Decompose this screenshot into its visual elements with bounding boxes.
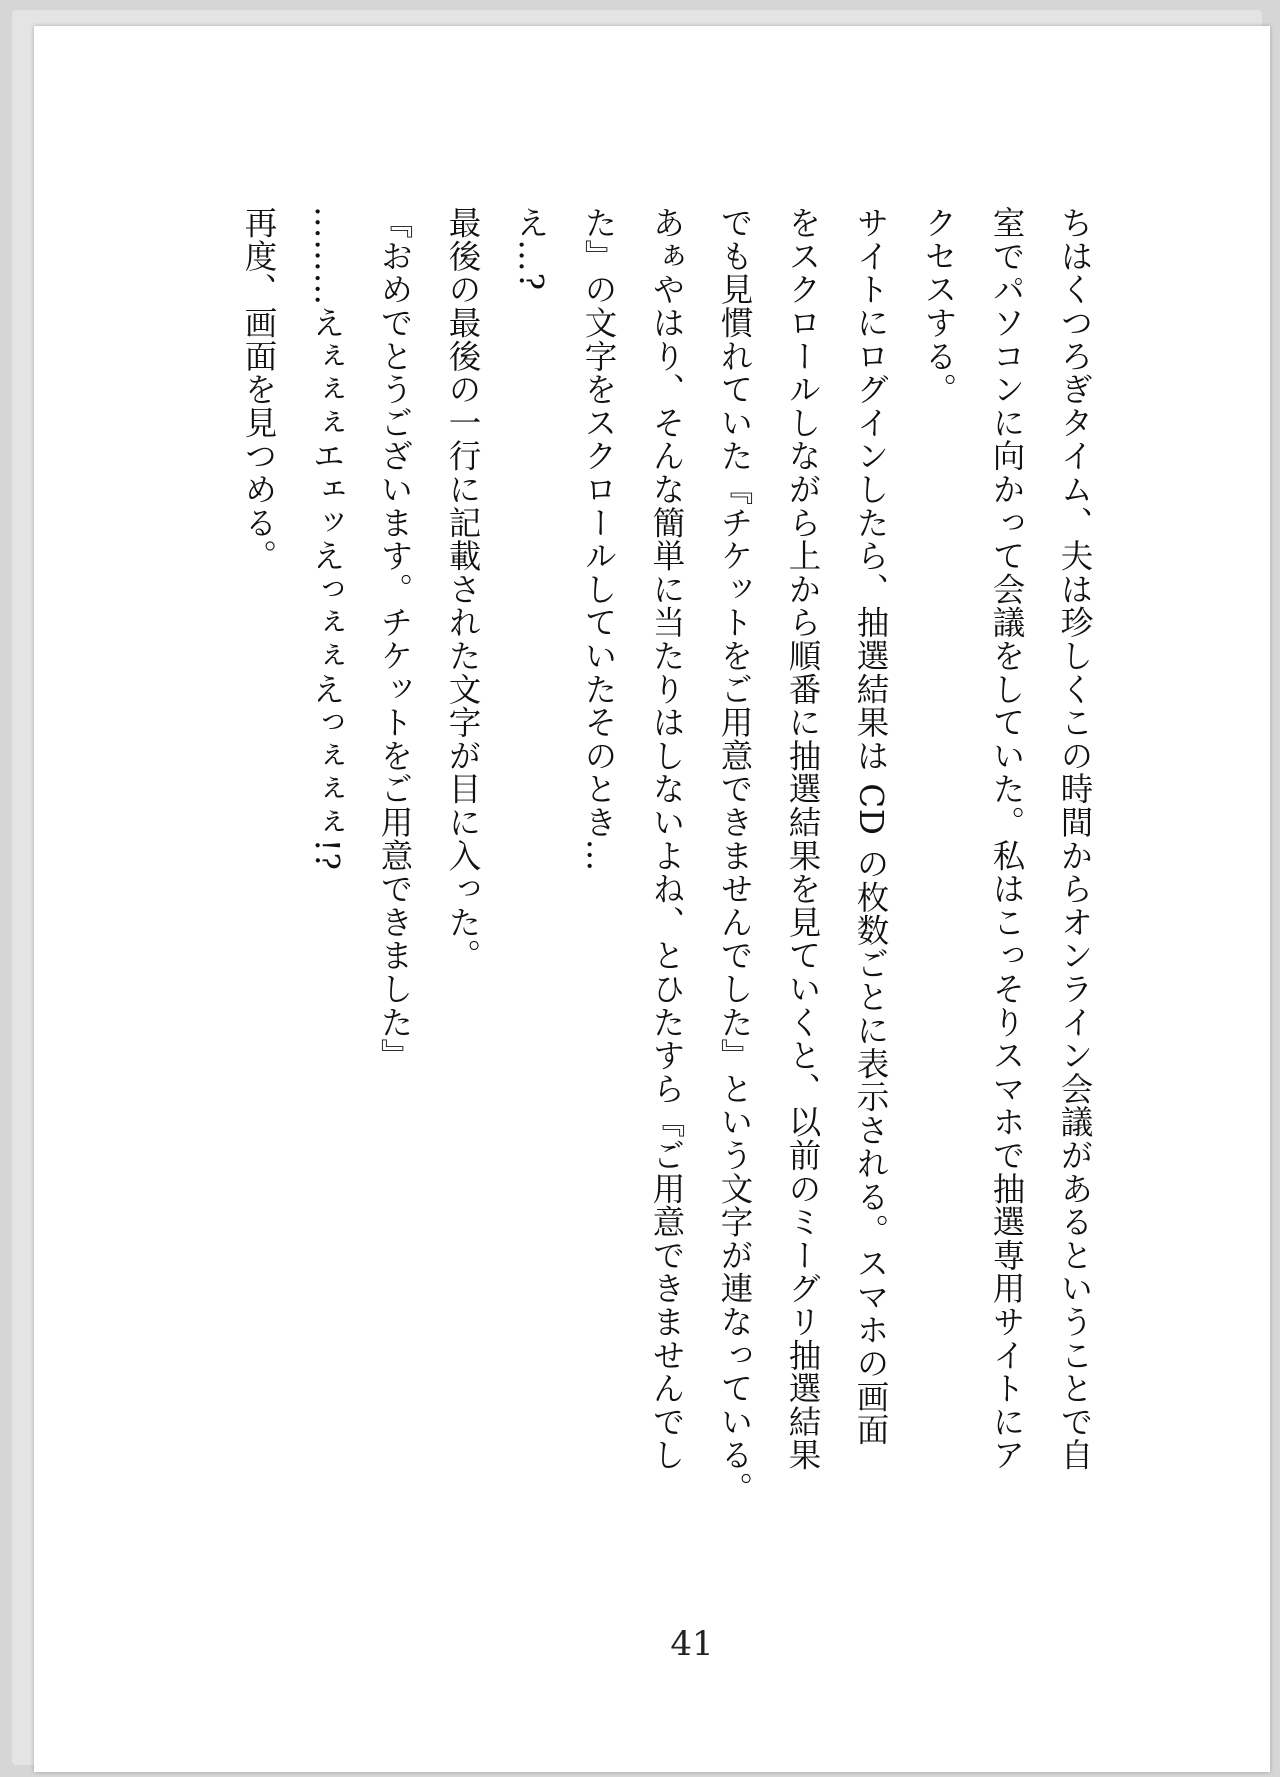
text-line: ………えぇぇぇエェッえっぇぇえっぇぇぇ!? [308,206,346,871]
vertical-body-text [219,206,1109,1596]
text-line: あぁやはり、そんな簡単に当たりはしないよね、とひたすら『ご用意できませんでし [648,206,686,1472]
text-line: 最後の最後の一行に記載された文字が目に入った。 [444,206,482,972]
text-line: 再度、画面を見つめる。 [240,206,278,573]
book-page [34,26,1270,1772]
text-line: た』の文字をスクロールしていたそのとき… [580,206,618,872]
text-line: ちはくつろぎタイム、夫は珍しくこの時間からオンライン会議があるということで自 [1056,206,1094,1472]
text-line: え…? [512,206,550,291]
page-number: 41 [670,1624,714,1664]
text-line: 『おめでとうございます。チケットをご用意できました』 [376,206,414,1072]
page-frame [12,10,1262,1765]
text-line: サイトにログインしたら、抽選結果は CD の枚数ごとに表示される。スマホの画面 [852,206,890,1447]
text-line: をスクロールしながら上から順番に抽選結果を見ていくと、以前のミーグリ抽選結果 [784,206,822,1472]
text-line: でも見慣れていた『チケットをご用意できませんでした』という文字が連なっている。 [716,206,754,1505]
text-line: 室でパソコンに向かって会議をしていた。私はこっそりスマホで抽選専用サイトにア [988,206,1026,1472]
text-line: クセスする。 [920,206,958,406]
